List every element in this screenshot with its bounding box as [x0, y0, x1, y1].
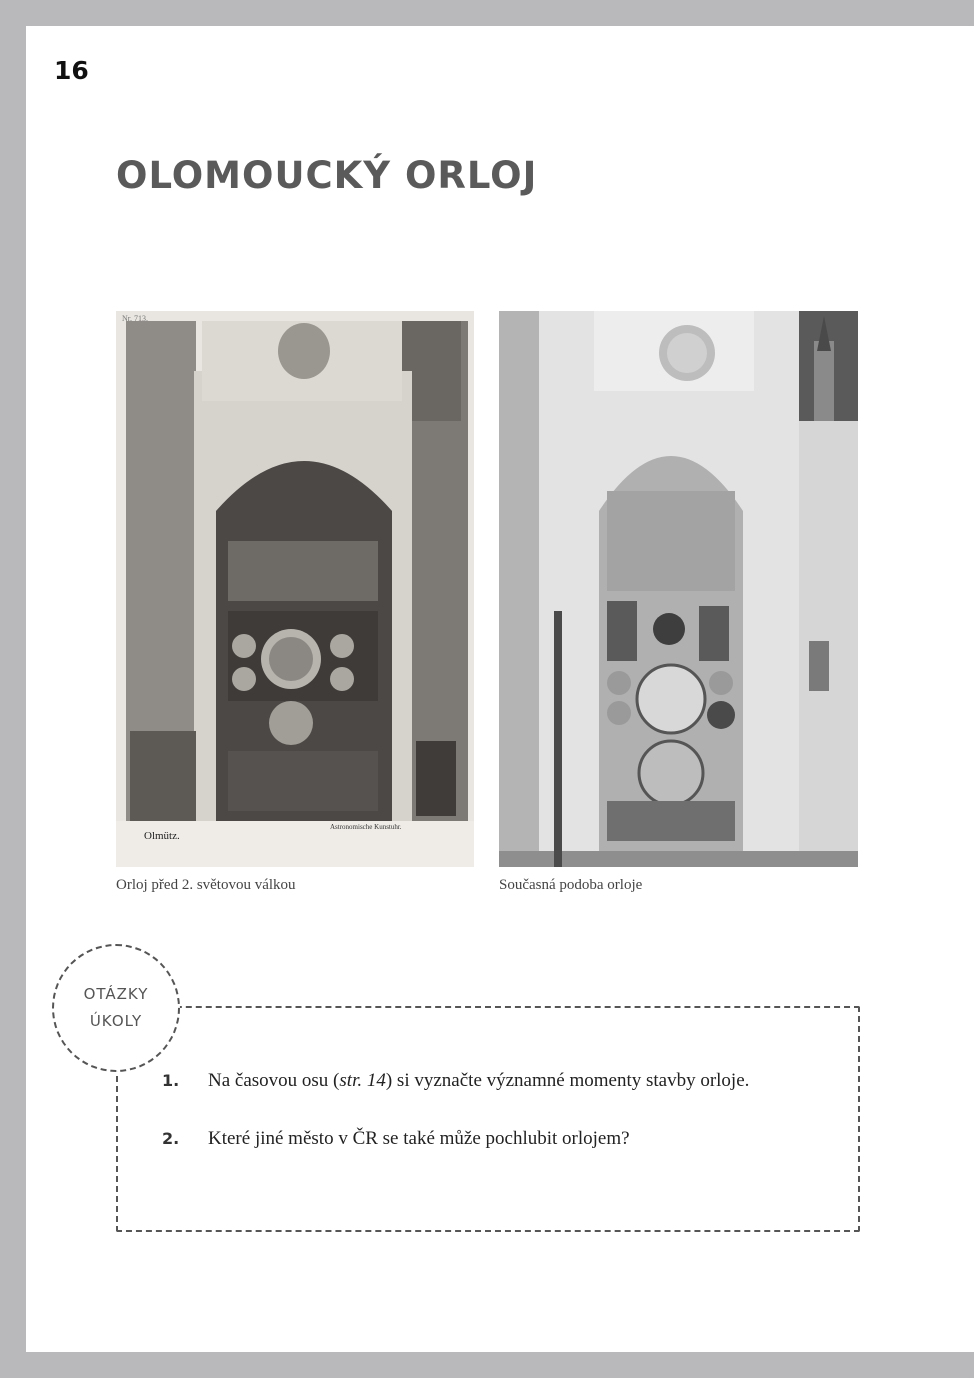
- caption-historical: Orloj před 2. světovou válkou: [116, 877, 296, 893]
- postcard-subtitle: Astronomische Kunstuhr.: [330, 823, 402, 831]
- task-text: Na časovou osu (str. 14) si vyznačte významné momenty stavby orloje.: [208, 1070, 750, 1091]
- page-title: OLOMOUCKÝ ORLOJ: [116, 154, 538, 197]
- task-text: Které jiné město v ČR se také může pochlubit orlojem?: [208, 1128, 630, 1149]
- task-number: 2.: [162, 1129, 180, 1148]
- caption-current: Současná podoba orloje: [499, 877, 643, 893]
- page-number: 16: [54, 56, 89, 85]
- task-item: [162, 1070, 749, 1092]
- badge-line-tasks: ÚKOLY: [89, 1012, 143, 1030]
- task-number: 1.: [162, 1071, 180, 1090]
- document-page: [26, 26, 974, 1352]
- historical-orloj-photo: [116, 311, 474, 867]
- postcard-number: Nr. 713.: [122, 314, 148, 323]
- tasks-box: [116, 1006, 860, 1232]
- task-item: [162, 1128, 630, 1150]
- current-orloj-photo: [499, 311, 858, 867]
- postcard-place: Olmütz.: [144, 830, 180, 842]
- questions-badge: [52, 944, 180, 1072]
- badge-line-questions: OTÁZKY: [83, 985, 149, 1003]
